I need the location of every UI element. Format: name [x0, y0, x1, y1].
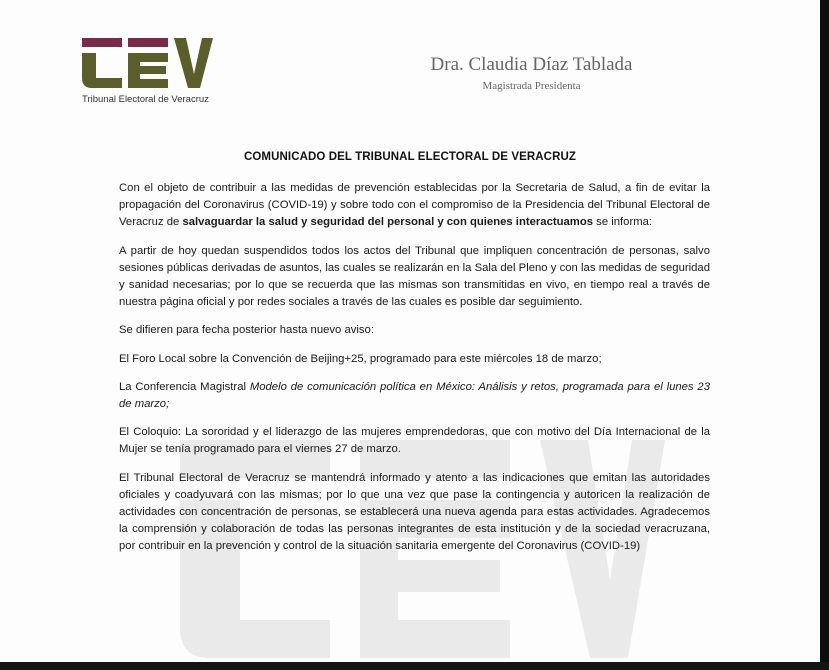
paragraph-closing: El Tribunal Electoral de Veracruz se mantendrá informado y atento a las indicaciones que emitan las autoridades oficiales y coadyuvará con las mismas; por lo que una vez que pase la contingencia y autoricen la realización de actividades con concentración de personas, se establecerá una nueva agenda para estas actividades. Agradecemos la comprensión y colaboración de todas las personas integrantes de esta institución y de la sociedad veracruzana, por contribuir en la prevención y control de la situación sanitaria emergente del Coronavirus (COVID-19) — [119, 471, 710, 553]
paragraph-intro-text-a: Con el objeto de contribuir a las medidas de prevención establecidas por la Secretaria de Salud, a fin de evitar la propagación del Coronavirus (COVID-19) y sobre todo con el compromiso de la Presidencia del Tribunal Electoral de Veracruz de — [119, 182, 710, 229]
paragraph-conferencia — [119, 379, 710, 413]
magistrada-title: Magistrada Presidenta — [482, 80, 581, 92]
document-title: COMUNICADO DEL TRIBUNAL ELECTORAL DE VERACRUZ — [243, 151, 577, 163]
paragraph-suspension: A partir de hoy quedan suspendidos todos los actos del Tribunal que impliquen concentración de personas, salvo sesiones públicas derivadas de asuntos, las cuales se realizarán en la Sala del Pleno y con las medidas de seguridad y sanidad necesarias; por lo que se recuerda que las mismas son transmitidas en vivo, en tiempo real a través de nuestra página oficial y por redes sociales a través de las cuales es posible dar seguimiento. — [119, 244, 710, 309]
magistrada-name: Dra. Claudia Díaz Tablada — [430, 54, 633, 75]
paragraph-conferencia-text: La Conferencia Magistral — [119, 380, 250, 393]
paragraph-intro — [119, 180, 710, 232]
paragraph-foro-local: El Foro Local sobre la Convención de Beijing+25, programado para este miércoles 18 de marzo; — [119, 352, 602, 365]
logo-subtitle: Tribunal Electoral de Veracruz — [82, 94, 209, 105]
document-body — [119, 180, 710, 565]
paragraph-coloquio: El Coloquio: La sororidad y el liderazgo de las mujeres emprendedoras, que con motivo del Día Internacional de la Mujer se tenía programado para el viernes 27 de marzo. — [119, 426, 710, 456]
paragraph-conferencia-italic: Modelo de comunicación política en México: Análisis y retos, programada para el lunes 23 de marzo; — [119, 380, 710, 411]
magistrada-block — [404, 54, 659, 92]
photo-edge-right — [820, 0, 829, 670]
paragraph-intro-text-b: se informa: — [593, 216, 653, 229]
photo-edge-bottom — [0, 662, 829, 670]
paragraph-intro-bold: salvaguardar la salud y seguridad del personal y con quienes interactuamos — [182, 216, 594, 229]
paragraph-postponed-intro: Se difieren para fecha posterior hasta nuevo aviso: — [119, 324, 374, 337]
